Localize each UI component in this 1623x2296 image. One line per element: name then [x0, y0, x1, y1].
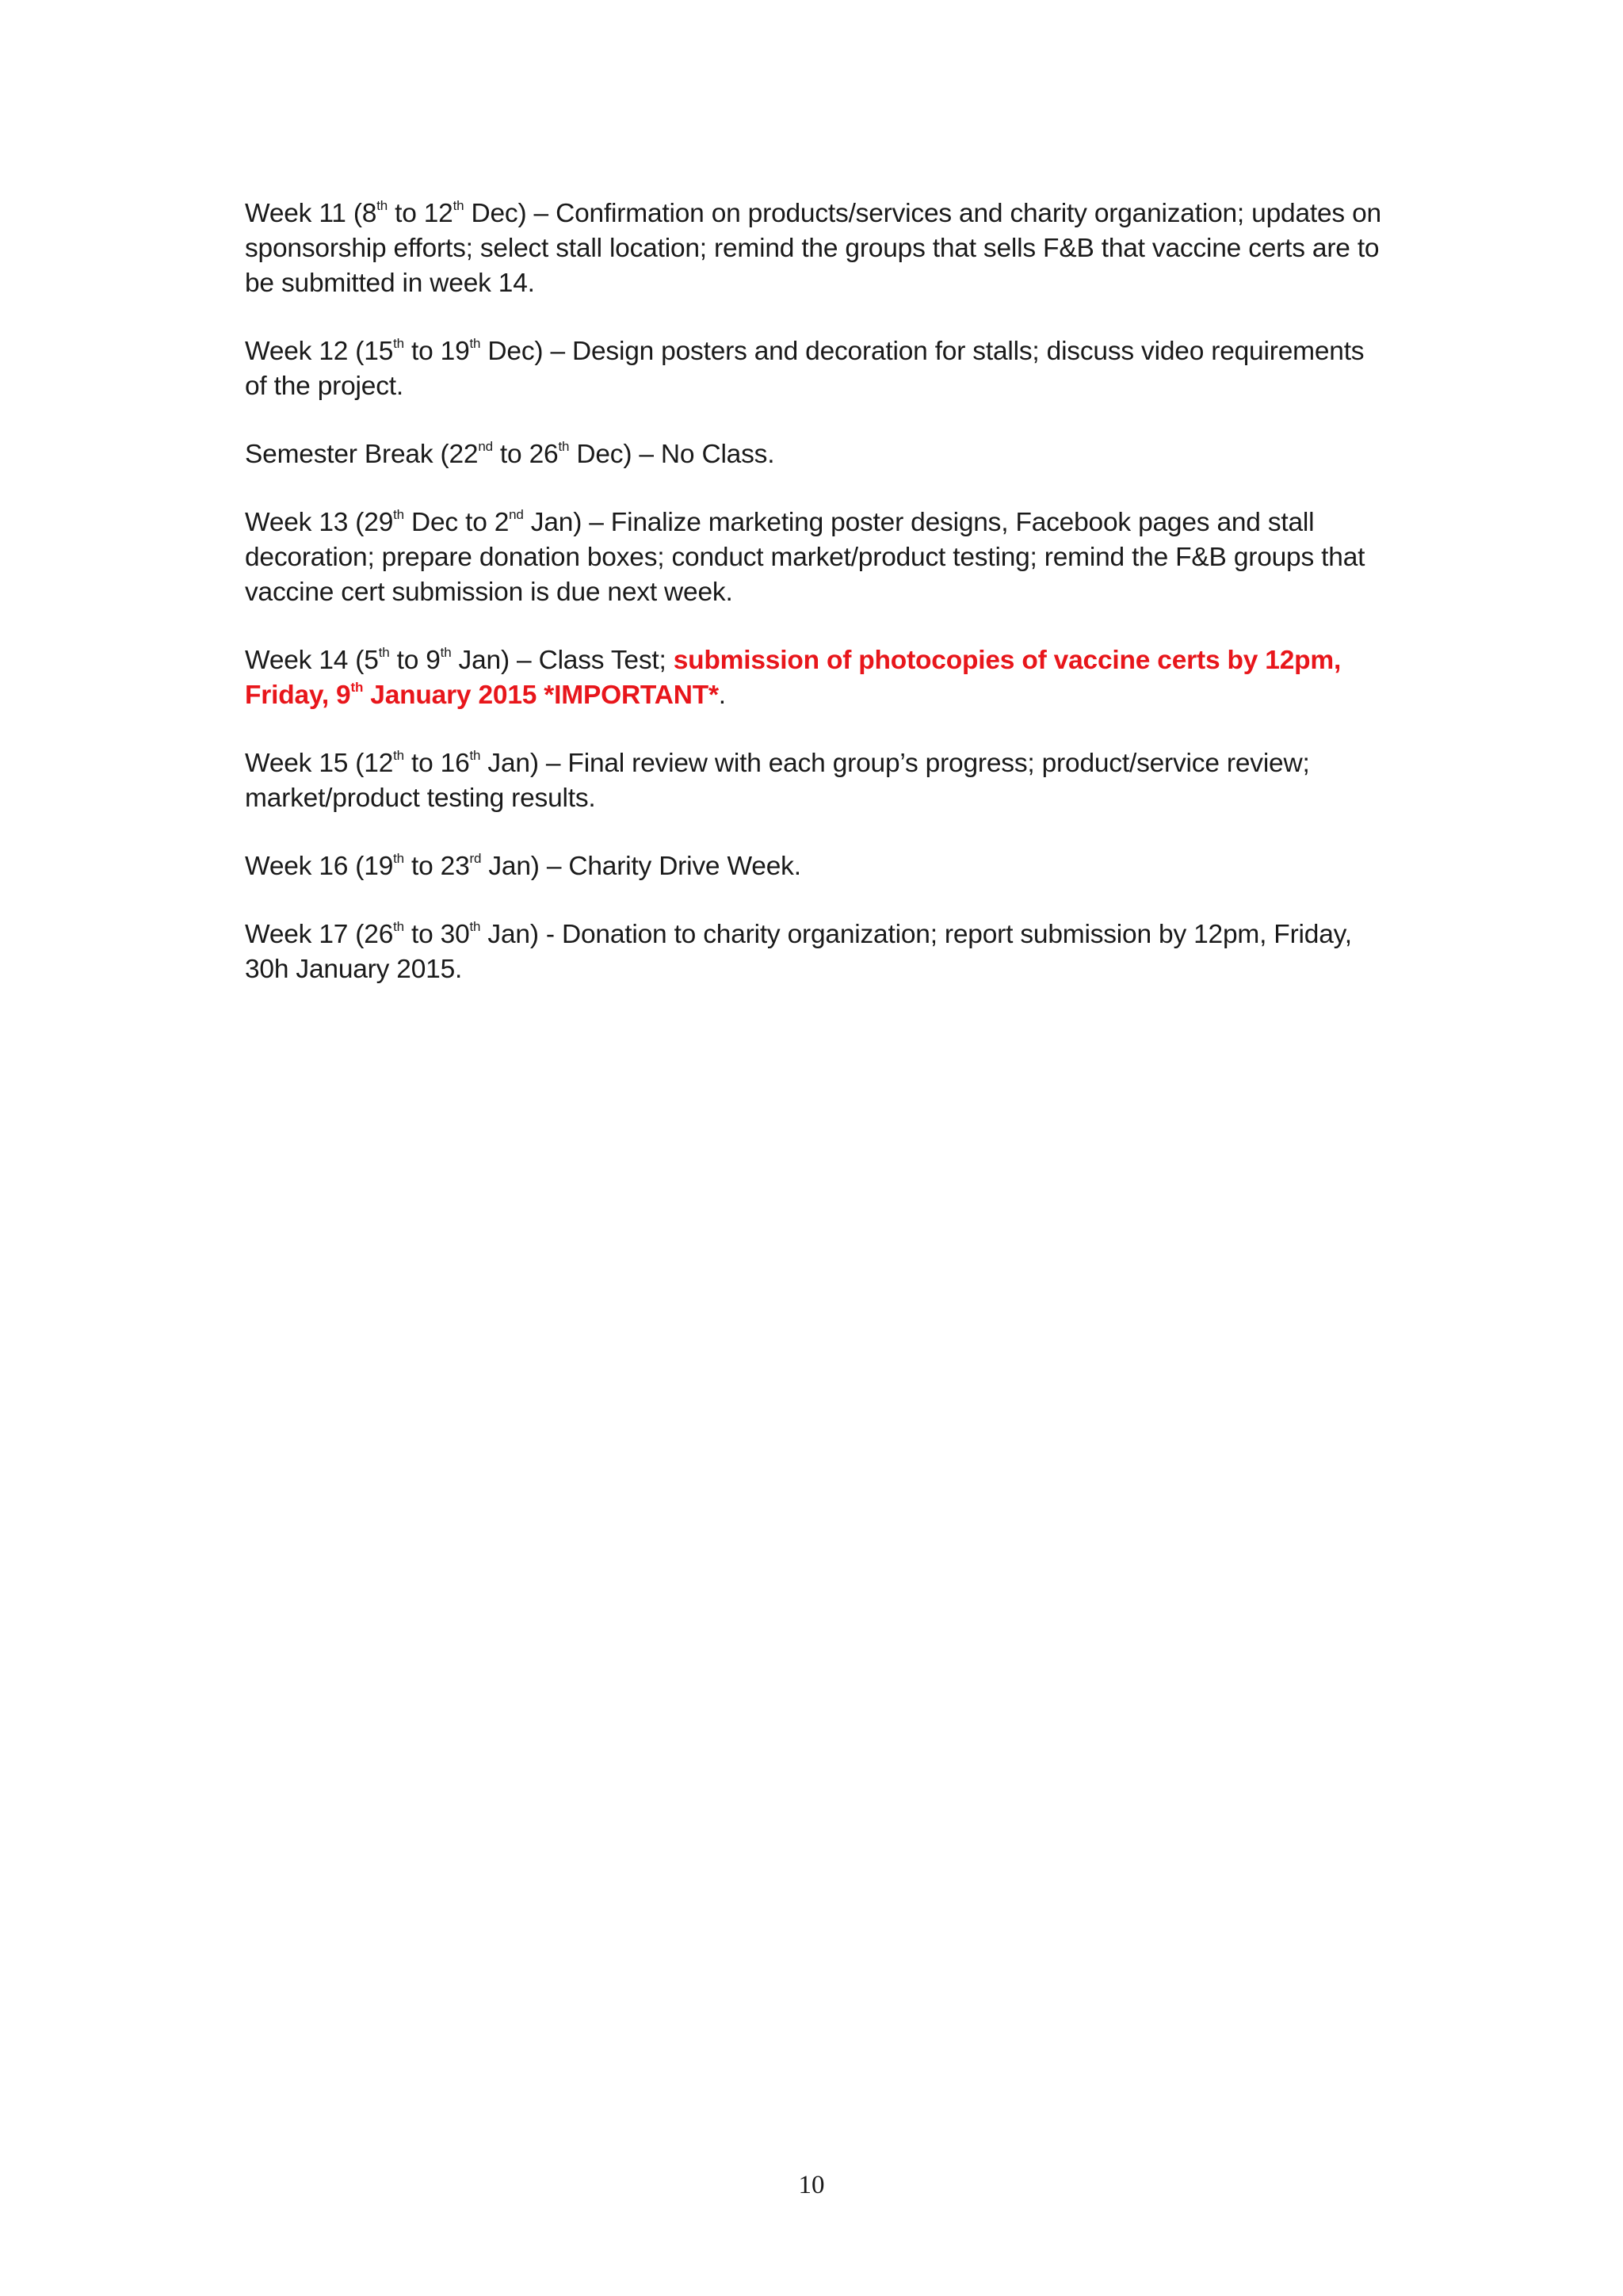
ordinal-suffix: th: [393, 506, 404, 522]
ordinal-suffix: nd: [509, 506, 524, 522]
week-17-entry: [245, 917, 1386, 987]
week-15-description: Jan) – Final review with each group’s progress; product/service review; market/product testing results.: [245, 749, 1310, 813]
week-15-range: to 16: [403, 749, 470, 778]
week-16-entry: [245, 849, 1386, 884]
week-11-description: Dec) – Confirmation on products/services and charity organization; updates on sponsorship efforts; select stall location; remind the groups that sells F&B that vaccine certs are to be submitted in week 14.: [245, 199, 1381, 298]
week-17-range: to 30: [403, 920, 470, 949]
week-12-range: to 19: [403, 337, 470, 366]
week-14-range: to 9: [389, 646, 441, 675]
semester-break-start: Semester Break (22: [245, 440, 479, 469]
week-15-entry: [245, 746, 1386, 816]
ordinal-suffix: th: [440, 644, 452, 660]
week-15-start: Week 15 (12: [245, 749, 394, 778]
week-12-start: Week 12 (15: [245, 337, 394, 366]
semester-break-entry: [245, 437, 1386, 472]
ordinal-suffix: th: [393, 918, 404, 934]
week-17-start: Week 17 (26: [245, 920, 394, 949]
ordinal-suffix: th: [469, 747, 481, 763]
week-14-period: .: [718, 681, 726, 710]
week-13-description: Jan) – Finalize marketing poster designs, Facebook pages and stall decoration; prepare donation boxes; conduct market/product testing; remind the F&B groups that vaccine cert submission is due next week.: [245, 508, 1365, 607]
semester-break-range: to 26: [492, 440, 559, 469]
ordinal-suffix: th: [393, 747, 404, 763]
week-16-start: Week 16 (19: [245, 852, 394, 881]
important-notice-text: submission of photocopies of vaccine certs by 12pm, Friday, 9: [245, 646, 1342, 710]
semester-break-description: Dec) – No Class.: [569, 440, 775, 469]
week-11-start: Week 11 (8: [245, 199, 377, 228]
week-14-description: Jan) – Class Test;: [451, 646, 674, 675]
important-notice-date: January 2015 *IMPORTANT*: [363, 681, 719, 710]
week-14-start: Week 14 (5: [245, 646, 379, 675]
week-14-entry: [245, 643, 1386, 713]
ordinal-suffix: rd: [469, 850, 482, 866]
ordinal-suffix: th: [350, 679, 364, 695]
week-11-entry: [245, 196, 1386, 301]
schedule-content: [245, 196, 1386, 1020]
ordinal-suffix: th: [393, 850, 404, 866]
ordinal-suffix: nd: [478, 438, 493, 454]
ordinal-suffix: th: [376, 197, 388, 213]
ordinal-suffix: th: [453, 197, 464, 213]
week-13-start: Week 13 (29: [245, 508, 394, 537]
week-12-entry: [245, 334, 1386, 404]
ordinal-suffix: th: [558, 438, 570, 454]
week-16-range: to 23: [403, 852, 470, 881]
week-16-description: Jan) – Charity Drive Week.: [481, 852, 801, 881]
week-11-range: to 12: [388, 199, 453, 228]
week-13-range: Dec to 2: [403, 508, 510, 537]
week-12-description: Dec) – Design posters and decoration for stalls; discuss video requirements of the project.: [245, 337, 1365, 401]
week-13-entry: [245, 505, 1386, 610]
ordinal-suffix: th: [469, 335, 481, 351]
ordinal-suffix: th: [469, 918, 481, 934]
ordinal-suffix: th: [393, 335, 404, 351]
week-17-description: Jan) - Donation to charity organization; report submission by 12pm, Friday, 30h January 2015.: [245, 920, 1352, 984]
ordinal-suffix: th: [378, 644, 390, 660]
page-number: 10: [798, 2171, 825, 2199]
